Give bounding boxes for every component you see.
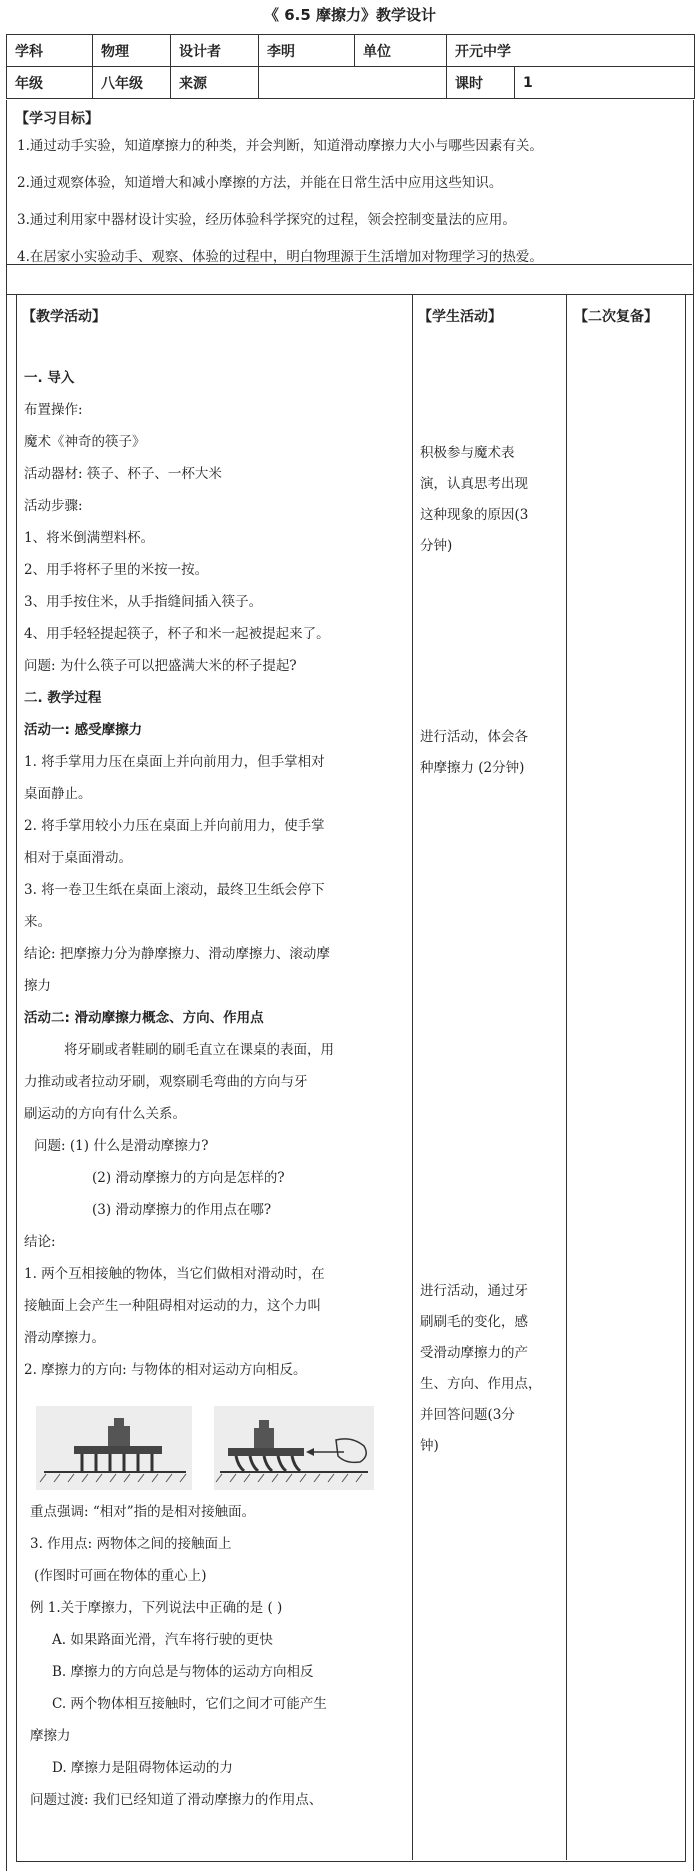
text-line: 结论: 把摩擦力分为静摩擦力、滑动摩擦力、滚动摩 [24, 946, 330, 962]
goal-item: 3.通过利用家中器材设计实验，经历体验科学探究的过程，领会控制变量法的应用。 [17, 212, 516, 228]
text-line: 演，认真思考出现 [420, 476, 528, 492]
meta-table [6, 34, 695, 99]
option-d: D. 摩擦力是阻碍物体运动的力 [52, 1760, 233, 1776]
meta-value-period: 1 [515, 67, 695, 99]
option-a: A. 如果路面光滑，汽车将行驶的更快 [52, 1632, 273, 1648]
text-line: 钟) [420, 1438, 439, 1454]
text-line: 桌面静止。 [24, 786, 92, 802]
meta-label-source: 来源 [171, 67, 259, 99]
text-line: 生、方向、作用点， [420, 1376, 542, 1392]
goal-item: 1.通过动手实验，知道摩擦力的种类，并会判断，知道滑动摩擦力大小与哪些因素有关。 [17, 138, 543, 154]
text-line: 擦力 [24, 978, 51, 994]
text-line: 问题: 为什么筷子可以把盛满大米的杯子提起? [24, 658, 297, 674]
text-line: 刷刷毛的变化，感 [420, 1314, 528, 1330]
meta-value-designer: 李明 [259, 35, 355, 67]
text-line: 积极参与魔术表 [420, 445, 515, 461]
text-line: 并回答问题(3分 [420, 1407, 515, 1423]
meta-row [7, 67, 695, 99]
activity-heading: 活动一: 感受摩擦力 [24, 722, 143, 738]
text-line: 这种现象的原因(3 [420, 507, 529, 523]
brush-pulled-image [214, 1406, 374, 1490]
brush-still-image [36, 1406, 192, 1490]
text-line: (2) 滑动摩擦力的方向是怎样的? [92, 1170, 285, 1186]
text-line: 来。 [24, 914, 51, 930]
meta-value-source [259, 67, 447, 99]
meta-label-grade: 年级 [7, 67, 93, 99]
text-line: 种摩擦力 (2分钟) [420, 760, 525, 776]
section-heading: 一. 导入 [24, 370, 75, 386]
option-b: B. 摩擦力的方向总是与物体的运动方向相反 [52, 1664, 314, 1680]
divider [6, 264, 692, 265]
header-prep: 【二次复备】 [574, 309, 658, 325]
text-line: 3、用手按住米，从手指缝间插入筷子。 [24, 594, 263, 610]
text-line: 活动步骤: [24, 498, 83, 514]
option-c: C. 两个物体相互接触时，它们之间才可能产生 [52, 1696, 327, 1712]
text-line: 活动器材: 筷子、杯子、一杯大米 [24, 466, 222, 482]
goals-heading: 【学习目标】 [15, 111, 99, 127]
text-line: 1. 将手掌用力压在桌面上并向前用力，但手掌相对 [24, 754, 325, 770]
text-line: 重点强调: “相对”指的是相对接触面。 [30, 1504, 256, 1520]
meta-label-unit: 单位 [355, 35, 447, 67]
text-line: 问题: (1) 什么是滑动摩擦力? [34, 1138, 209, 1154]
text-line: 布置操作: [24, 402, 83, 418]
activity-heading: 活动二: 滑动摩擦力概念、方向、作用点 [24, 1010, 264, 1026]
text-line: 相对于桌面滑动。 [24, 850, 132, 866]
text-line: 结论: [24, 1234, 56, 1250]
text-line: 进行活动，体会各 [420, 729, 528, 745]
text-line: 4、用手轻轻提起筷子，杯子和米一起被提起来了。 [24, 626, 330, 642]
text-line: 3. 作用点: 两物体之间的接触面上 [30, 1536, 232, 1552]
text-line: 问题过渡: 我们已经知道了滑动摩擦力的作用点、 [30, 1792, 323, 1808]
column-divider [412, 294, 413, 1860]
text-line: 受滑动摩擦力的产 [420, 1345, 528, 1361]
text-line: 接触面上会产生一种阻碍相对运动的力，这个力叫 [24, 1298, 321, 1314]
meta-row [7, 35, 695, 67]
column-divider [566, 294, 567, 1860]
text-line: 1、将米倒满塑料杯。 [24, 530, 155, 546]
text-line: 2. 摩擦力的方向: 与物体的相对运动方向相反。 [24, 1362, 307, 1378]
text-line: 将牙刷或者鞋刷的刷毛直立在课桌的表面，用 [64, 1042, 334, 1058]
text-line: 进行活动，通过牙 [420, 1283, 528, 1299]
text-line: (3) 滑动摩擦力的作用点在哪? [92, 1202, 272, 1218]
student-activity-2 [420, 722, 554, 784]
text-line: 滑动摩擦力。 [24, 1330, 105, 1346]
goal-item: 4.在居家小实验动手、观察、体验的过程中，明白物理源于生活增加对物理学习的热爱。 [17, 249, 543, 265]
text-line: 刷运动的方向有什么关系。 [24, 1106, 186, 1122]
meta-label-period: 课时 [447, 67, 515, 99]
document-title: 《 6.5 摩擦力》教学设计 [263, 6, 437, 24]
learning-goals [6, 100, 694, 295]
teacher-activity-column [24, 356, 404, 1816]
text-line: 2. 将手掌用较小力压在桌面上并向前用力，使手掌 [24, 818, 325, 834]
text-line: 摩擦力 [30, 1728, 71, 1744]
text-line: 2、用手将杯子里的米按一按。 [24, 562, 209, 578]
brush-illustrations [36, 1406, 376, 1490]
meta-label-designer: 设计者 [171, 35, 259, 67]
section-heading: 二. 教学过程 [24, 690, 102, 706]
text-line: 魔术《神奇的筷子》 [24, 434, 146, 450]
meta-value-subject: 物理 [93, 35, 171, 67]
text-line: 1. 两个互相接触的物体，当它们做相对滑动时，在 [24, 1266, 325, 1282]
student-activity-1 [420, 438, 554, 562]
header-student: 【学生活动】 [418, 309, 502, 325]
header-teacher: 【教学活动】 [22, 309, 106, 325]
goal-item: 2.通过观察体验，知道增大和减小摩擦的方法，并能在日常生活中应用这些知识。 [17, 175, 503, 191]
meta-value-grade: 八年级 [93, 67, 171, 99]
student-activity-3 [420, 1276, 554, 1462]
meta-label-subject: 学科 [7, 35, 93, 67]
text-line: 例 1.关于摩擦力，下列说法中正确的是 ( ) [30, 1600, 283, 1616]
text-line: 力推动或者拉动牙刷，观察刷毛弯曲的方向与牙 [24, 1074, 308, 1090]
text-line: 3. 将一卷卫生纸在桌面上滚动，最终卫生纸会停下 [24, 882, 325, 898]
text-line: (作图时可画在物体的重心上) [34, 1568, 207, 1584]
text-line: 分钟) [420, 538, 453, 554]
meta-value-unit: 开元中学 [447, 35, 695, 67]
